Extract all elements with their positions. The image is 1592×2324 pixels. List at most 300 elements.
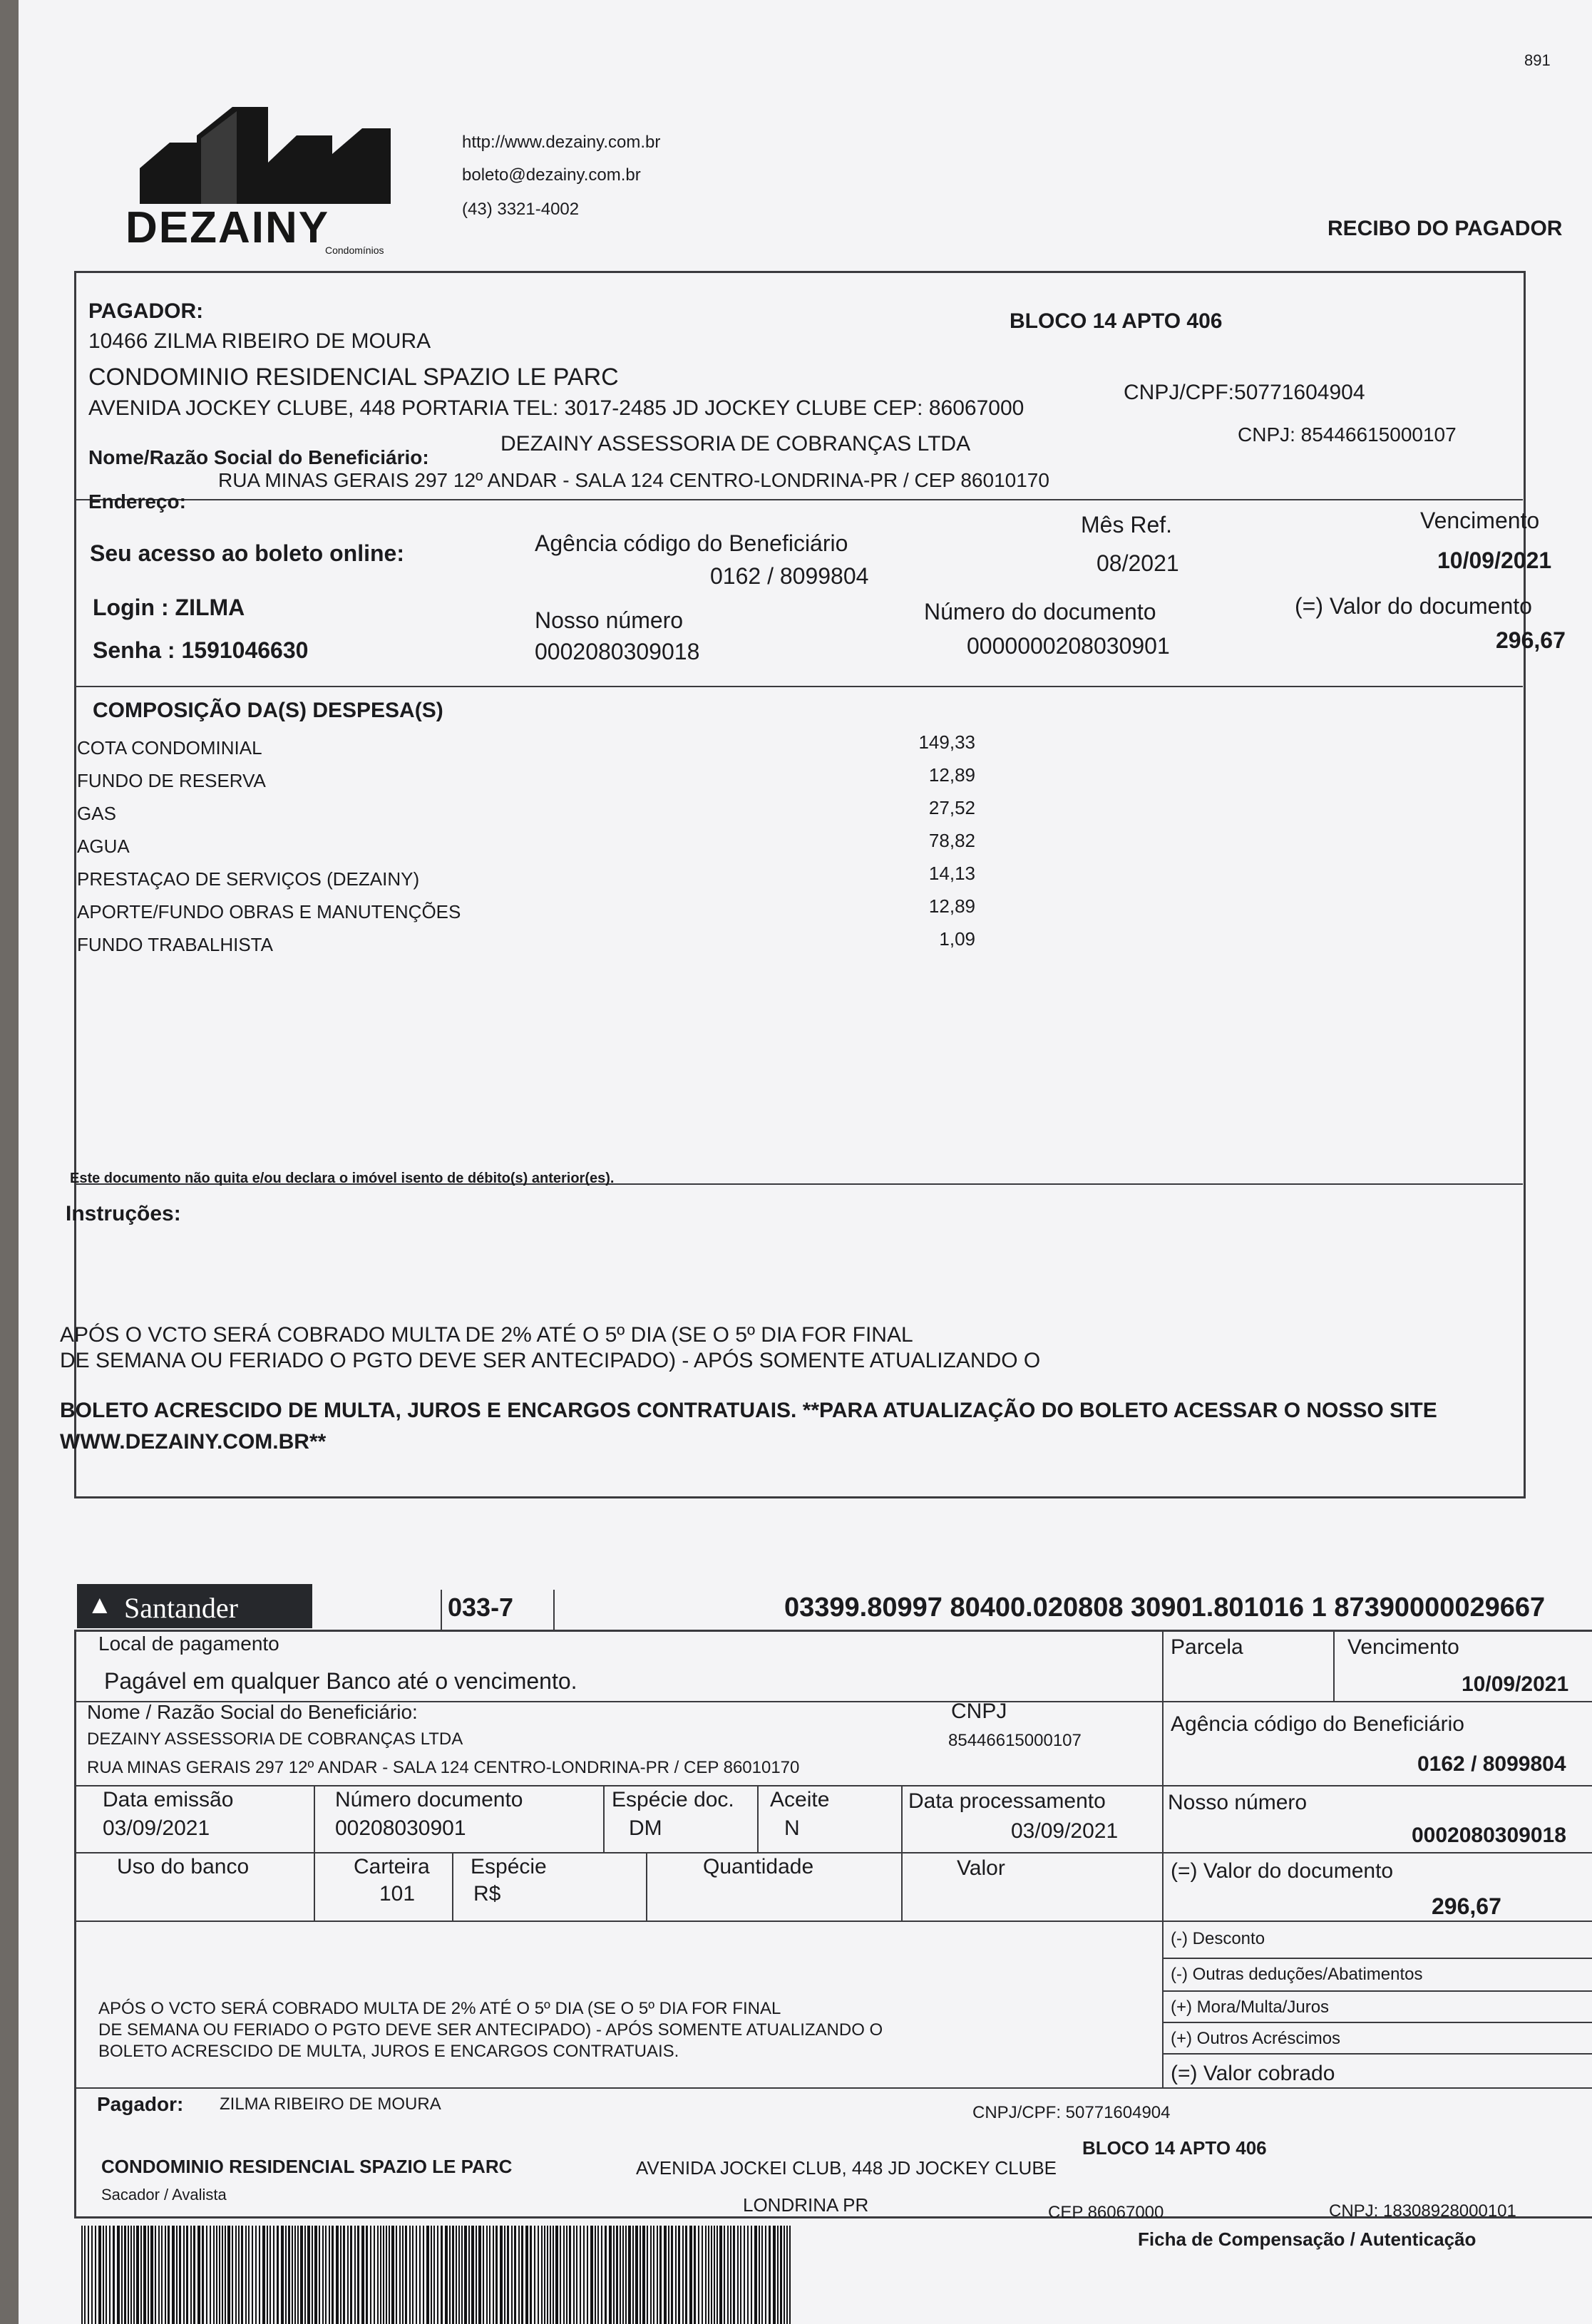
barcode-bar	[733, 2226, 735, 2324]
expense-row: FUNDO TRABALHISTA 1,09	[77, 928, 975, 955]
barcode-bar	[597, 2226, 599, 2324]
barcode-bar	[464, 2226, 467, 2324]
barcode-bar	[727, 2226, 729, 2324]
phone-text: (43) 3321-4002	[462, 200, 580, 219]
slip-cnpj-value: 85446615000107	[948, 1731, 1082, 1750]
barcode-bar	[601, 2226, 602, 2324]
online-access-label: Seu acesso ao boleto online:	[90, 540, 404, 566]
doc-type-value: DM	[629, 1816, 662, 1840]
barcode-bar	[642, 2226, 645, 2324]
barcode-bar	[222, 2226, 223, 2324]
barcode-bar	[248, 2226, 250, 2324]
agency-value: 0162 / 8099804	[710, 563, 869, 589]
expense-row: FUNDO DE RESERVA 12,89	[77, 764, 975, 791]
barcode-bar	[300, 2226, 303, 2324]
disclaimer-text: Este documento não quita e/ou declara o imóvel isento de débito(s) anterior(es).	[70, 1171, 615, 1186]
slip-doc-value: 296,67	[1432, 1893, 1501, 1919]
barcode-bar	[576, 2226, 577, 2324]
barcode-bar	[587, 2226, 588, 2324]
barcode-bar	[165, 2226, 166, 2324]
instructions-label: Instruções:	[66, 1202, 181, 1225]
barcode-bar	[340, 2226, 341, 2324]
slip-instruction-3: BOLETO ACRESCIDO DE MULTA, JUROS E ENCARGOS CONTRATUAIS.	[98, 2042, 679, 2061]
barcode-bar	[350, 2226, 352, 2324]
barcode-bar	[486, 2226, 488, 2324]
slip-our-number-value: 0002080309018	[1412, 1824, 1566, 1847]
barcode-bar	[759, 2226, 760, 2324]
barcode-bar	[161, 2226, 163, 2324]
slip-unit: BLOCO 14 APTO 406	[1082, 2137, 1267, 2159]
expense-row: COTA CONDOMINIAL 149,33	[77, 731, 975, 759]
barcode-bar	[213, 2226, 215, 2324]
barcode-bar	[183, 2226, 185, 2324]
barcode	[78, 2226, 798, 2324]
barcode-bar	[724, 2226, 725, 2324]
barcode-bar	[419, 2226, 421, 2324]
slip-payer-label: Pagador:	[97, 2093, 184, 2115]
barcode-bar	[668, 2226, 669, 2324]
barcode-bar	[449, 2226, 451, 2324]
barcode-bar	[396, 2226, 397, 2324]
barcode-bar	[441, 2226, 443, 2324]
barcode-bar	[423, 2226, 424, 2324]
slip-city: LONDRINA PR	[743, 2194, 869, 2216]
barcode-bar	[640, 2226, 641, 2324]
barcode-bar	[647, 2226, 648, 2324]
unit-label: BLOCO 14 APTO 406	[1010, 309, 1223, 333]
beneficiary-address: RUA MINAS GERAIS 297 12º ANDAR - SALA 124 CENTRO-LONDRINA-PR / CEP 86010170	[218, 469, 1049, 491]
barcode-bar	[471, 2226, 474, 2324]
barcode-bar	[622, 2226, 624, 2324]
barcode-bar	[632, 2226, 634, 2324]
barcode-bar	[730, 2226, 731, 2324]
barcode-bar	[84, 2226, 86, 2324]
barcode-bar	[88, 2226, 89, 2324]
barcode-bar	[172, 2226, 175, 2324]
barcode-bar	[232, 2226, 233, 2324]
slip-our-number-label: Nosso número	[1168, 1791, 1308, 1814]
barcode-bar	[262, 2226, 265, 2324]
barcode-bar	[130, 2226, 132, 2324]
website-link[interactable]: http://www.dezainy.com.br	[462, 133, 661, 152]
barcode-bar	[708, 2226, 709, 2324]
expense-row: APORTE/FUNDO OBRAS E MANUTENÇÕES 12,89	[77, 895, 975, 922]
barcode-bar	[777, 2226, 779, 2324]
barcode-bar	[386, 2226, 387, 2324]
barcode-bar	[312, 2226, 313, 2324]
barcode-bar	[409, 2226, 411, 2324]
barcode-bar	[476, 2226, 477, 2324]
barcode-bar	[769, 2226, 771, 2324]
additions-label: (+) Outros Acréscimos	[1171, 2029, 1341, 2048]
barcode-bar	[416, 2226, 417, 2324]
barcode-bar	[761, 2226, 763, 2324]
processing-date-label: Data processamento	[908, 1789, 1106, 1813]
barcode-bar	[705, 2226, 707, 2324]
barcode-bar	[786, 2226, 788, 2324]
barcode-bar	[754, 2226, 757, 2324]
barcode-bar	[391, 2226, 394, 2324]
instruction-line-2: DE SEMANA OU FERIADO O PGTO DEVE SER ANTECIPADO) - APÓS SOMENTE ATUALIZANDO O	[60, 1349, 1041, 1372]
acceptance-value: N	[784, 1816, 800, 1840]
barcode-bar	[538, 2226, 539, 2324]
barcode-bar	[613, 2226, 615, 2324]
quantity-label: Quantidade	[703, 1855, 814, 1878]
barcode-bar	[563, 2226, 565, 2324]
barcode-bar	[124, 2226, 126, 2324]
payment-place-value: Pagável em qualquer Banco até o vencimento.	[104, 1668, 577, 1694]
expenses-title: COMPOSIÇÃO DA(S) DESPESA(S)	[93, 699, 443, 722]
barcode-bar	[468, 2226, 470, 2324]
receipt-title: RECIBO DO PAGADOR	[1327, 217, 1563, 240]
slip-beneficiary-address: RUA MINAS GERAIS 297 12º ANDAR - SALA 124 CENTRO-LONDRINA-PR / CEP 86010170	[87, 1758, 800, 1777]
barcode-bar	[197, 2226, 200, 2324]
barcode-bar	[113, 2226, 115, 2324]
barcode-bar	[81, 2226, 83, 2324]
slip-agency-label: Agência código do Beneficiário	[1171, 1712, 1464, 1736]
payer-cpf: CNPJ/CPF:50771604904	[1124, 381, 1365, 404]
barcode-bar	[216, 2226, 217, 2324]
barcode-bar	[267, 2226, 268, 2324]
barcode-bar	[675, 2226, 677, 2324]
barcode-bar	[128, 2226, 129, 2324]
dezainy-logo	[111, 84, 446, 255]
instruction-line-1: APÓS O VCTO SERÁ COBRADO MULTA DE 2% ATÉ O 5º DIA (SE O 5º DIA FOR FINAL	[60, 1323, 913, 1347]
barcode-bar	[402, 2226, 404, 2324]
barcode-bar	[461, 2226, 463, 2324]
barcode-bar	[489, 2226, 491, 2324]
slip-doc-number-value: 00208030901	[335, 1816, 466, 1840]
barcode-bar	[747, 2226, 749, 2324]
doc-type-label: Espécie doc.	[612, 1788, 734, 1811]
slip-agency-value: 0162 / 8099804	[1417, 1752, 1566, 1776]
barcode-bar	[521, 2226, 523, 2324]
page-number: 891	[1524, 51, 1551, 69]
acceptance-label: Aceite	[770, 1788, 830, 1811]
barcode-bar	[210, 2226, 211, 2324]
barcode-bar	[560, 2226, 561, 2324]
barcode-bar	[176, 2226, 178, 2324]
flame-icon: ▲	[87, 1590, 113, 1619]
barcode-bar	[518, 2226, 520, 2324]
charged-value-label: (=) Valor cobrado	[1171, 2062, 1335, 2085]
barcode-bar	[511, 2226, 513, 2324]
barcode-bar	[569, 2226, 571, 2324]
barcode-bar	[380, 2226, 381, 2324]
barcode-bar	[202, 2226, 204, 2324]
barcode-bar	[361, 2226, 364, 2324]
password-text: Senha : 1591046630	[93, 637, 309, 663]
barcode-bar	[255, 2226, 257, 2324]
barcode-bar	[620, 2226, 621, 2324]
barcode-bar	[525, 2226, 528, 2324]
bank-name: Santander	[124, 1592, 238, 1624]
slip-beneficiary-label: Nome / Razão Social do Beneficiário:	[87, 1701, 418, 1723]
barcode-bar	[426, 2226, 429, 2324]
barcode-bar	[555, 2226, 558, 2324]
document-value-label: (=) Valor do documento	[1295, 593, 1532, 619]
agency-label: Agência código do Beneficiário	[535, 530, 848, 556]
barcode-bar	[534, 2226, 535, 2324]
payer-address: AVENIDA JOCKEY CLUBE, 448 PORTARIA TEL: 3017-2485 JD JOCKEY CLUBE CEP: 86067000	[88, 396, 1024, 420]
compensation-label: Ficha de Compensação / Autenticação	[1138, 2228, 1477, 2250]
login-text: Login : ZILMA	[93, 595, 245, 620]
barcode-bar	[659, 2226, 662, 2324]
barcode-bar	[106, 2226, 107, 2324]
barcode-bar	[370, 2226, 371, 2324]
barcode-bar	[277, 2226, 279, 2324]
barcode-bar	[190, 2226, 192, 2324]
slip-due-value: 10/09/2021	[1462, 1672, 1569, 1696]
month-ref-label: Mês Ref.	[1081, 512, 1173, 538]
barcode-bar	[329, 2226, 330, 2324]
barcode-bar	[580, 2226, 581, 2324]
barcode-bar	[689, 2226, 692, 2324]
barcode-bar	[431, 2226, 432, 2324]
issue-date-label: Data emissão	[103, 1788, 234, 1811]
barcode-bar	[325, 2226, 327, 2324]
barcode-bar	[541, 2226, 543, 2324]
slip-condo: CONDOMINIO RESIDENCIAL SPAZIO LE PARC	[101, 2156, 513, 2177]
barcode-bar	[133, 2226, 135, 2324]
barcode-bar	[322, 2226, 324, 2324]
barcode-bar	[95, 2226, 96, 2324]
barcode-bar	[714, 2226, 715, 2324]
expense-row: GAS 27,52	[77, 797, 975, 824]
barcode-bar	[573, 2226, 575, 2324]
slip-due-label: Vencimento	[1347, 1635, 1459, 1659]
beneficiary-cnpj: CNPJ: 85446615000107	[1238, 423, 1457, 446]
barcode-bar	[530, 2226, 532, 2324]
payer-code-name: 10466 ZILMA RIBEIRO DE MOURA	[88, 329, 431, 353]
barcode-bar	[366, 2226, 368, 2324]
barcode-bar	[136, 2226, 139, 2324]
barcode-bar	[273, 2226, 274, 2324]
barcode-bar	[780, 2226, 782, 2324]
slip-drawer-cnpj: CNPJ: 18308928000101	[1329, 2201, 1516, 2221]
slip-doc-value-label: (=) Valor do documento	[1171, 1859, 1394, 1883]
slip-instruction-1: APÓS O VCTO SERÁ COBRADO MULTA DE 2% ATÉ O 5º DIA (SE O 5º DIA FOR FINAL	[98, 1999, 781, 2018]
slip-doc-number-label: Número documento	[335, 1788, 523, 1811]
barcode-bar	[544, 2226, 545, 2324]
svg-text:Condomínios: Condomínios	[325, 245, 384, 255]
barcode-bar	[635, 2226, 638, 2324]
barcode-bar	[343, 2226, 345, 2324]
barcode-bar	[150, 2226, 153, 2324]
barcode-bar	[445, 2226, 448, 2324]
bank-logo	[77, 1584, 312, 1628]
barcode-bar	[377, 2226, 379, 2324]
barcode-bar	[507, 2226, 509, 2324]
barcode-bar	[595, 2226, 596, 2324]
barcode-bar	[179, 2226, 181, 2324]
slip-address: AVENIDA JOCKEI CLUB, 448 JD JOCKEY CLUBE	[636, 2157, 1057, 2179]
barcode-bar	[307, 2226, 310, 2324]
barcode-bar	[702, 2226, 703, 2324]
barcode-bar	[412, 2226, 414, 2324]
barcode-bar	[547, 2226, 548, 2324]
expense-list	[77, 731, 975, 961]
barcode-bar	[605, 2226, 607, 2324]
installment-label: Parcela	[1171, 1635, 1243, 1659]
barcode-bar	[168, 2226, 170, 2324]
barcode-bar	[103, 2226, 104, 2324]
barcode-bar	[241, 2226, 243, 2324]
boleto-document	[19, 0, 1592, 2324]
barcode-bar	[206, 2226, 207, 2324]
barcode-bar	[740, 2226, 741, 2324]
barcode-bar	[292, 2226, 293, 2324]
interest-label: (+) Mora/Multa/Juros	[1171, 1997, 1330, 2017]
barcode-bar	[452, 2226, 454, 2324]
barcode-bar	[140, 2226, 142, 2324]
barcode-bar	[682, 2226, 684, 2324]
barcode-bar	[374, 2226, 375, 2324]
barcode-bar	[550, 2226, 551, 2324]
barcode-bar	[694, 2226, 696, 2324]
barcode-bar	[784, 2226, 785, 2324]
barcode-bar	[186, 2226, 188, 2324]
barcode-bar	[332, 2226, 334, 2324]
expense-row: AGUA 78,82	[77, 830, 975, 857]
barcode-bar	[553, 2226, 554, 2324]
barcode-bar	[193, 2226, 195, 2324]
barcode-bar	[711, 2226, 712, 2324]
address-label: Endereço:	[88, 490, 186, 513]
barcode-bar	[433, 2226, 435, 2324]
document-number-label: Número do documento	[924, 599, 1156, 624]
document-number-value: 0000000208030901	[967, 633, 1170, 659]
barcode-bar	[259, 2226, 260, 2324]
payment-place-label: Local de pagamento	[98, 1633, 279, 1655]
barcode-bar	[628, 2226, 631, 2324]
digitable-line: 03399.80997 80400.020808 30901.801016 1 87390000029667	[784, 1593, 1546, 1623]
beneficiary-name-label: Nome/Razão Social do Beneficiário:	[88, 446, 429, 468]
discount-label: (-) Desconto	[1171, 1929, 1265, 1948]
barcode-bar	[98, 2226, 101, 2324]
month-ref-value: 08/2021	[1097, 550, 1179, 576]
barcode-bar	[653, 2226, 654, 2324]
barcode-bar	[650, 2226, 652, 2324]
drawer-label: Sacador / Avalista	[101, 2186, 227, 2204]
slip-beneficiary-name: DEZAINY ASSESSORIA DE COBRANÇAS LTDA	[87, 1729, 463, 1749]
barcode-bar	[744, 2226, 745, 2324]
barcode-bar	[117, 2226, 120, 2324]
barcode-bar	[91, 2226, 93, 2324]
barcode-bar	[399, 2226, 401, 2324]
currency-label: Espécie	[471, 1855, 547, 1878]
barcode-bar	[483, 2226, 484, 2324]
barcode-bar	[751, 2226, 752, 2324]
barcode-bar	[514, 2226, 516, 2324]
barcode-bar	[297, 2226, 299, 2324]
barcode-bar	[737, 2226, 739, 2324]
due-date-label: Vencimento	[1420, 508, 1540, 533]
wallet-label: Carteira	[354, 1855, 430, 1878]
barcode-bar	[765, 2226, 766, 2324]
barcode-bar	[336, 2226, 339, 2324]
barcode-bar	[583, 2226, 585, 2324]
beneficiary-name: DEZAINY ASSESSORIA DE COBRANÇAS LTDA	[500, 432, 971, 456]
barcode-bar	[304, 2226, 306, 2324]
barcode-bar	[281, 2226, 284, 2324]
barcode-bar	[225, 2226, 226, 2324]
deductions-label: (-) Outras deduções/Abatimentos	[1171, 1965, 1423, 1984]
barcode-bar	[609, 2226, 612, 2324]
barcode-bar	[357, 2226, 359, 2324]
barcode-bar	[789, 2226, 791, 2324]
barcode-bar	[566, 2226, 568, 2324]
barcode-bar	[685, 2226, 687, 2324]
document-value: 296,67	[1496, 627, 1566, 653]
wallet-value: 101	[379, 1882, 416, 1906]
barcode-bar	[495, 2226, 498, 2324]
issue-date-value: 03/09/2021	[103, 1816, 210, 1840]
barcode-bar	[405, 2226, 407, 2324]
barcode-bar	[504, 2226, 505, 2324]
barcode-bar	[235, 2226, 237, 2324]
bank-code: 033-7	[448, 1593, 514, 1622]
our-number-label: Nosso número	[535, 607, 684, 633]
barcode-bar	[719, 2226, 722, 2324]
barcode-bar	[458, 2226, 460, 2324]
payer-label: PAGADOR:	[88, 299, 204, 323]
barcode-bar	[288, 2226, 290, 2324]
barcode-bar	[245, 2226, 247, 2324]
barcode-bar	[347, 2226, 349, 2324]
barcode-bar	[437, 2226, 438, 2324]
barcode-bar	[500, 2226, 503, 2324]
barcode-bar	[678, 2226, 680, 2324]
instruction-line-4: WWW.DEZAINY.COM.BR**	[60, 1430, 327, 1454]
barcode-bar	[717, 2226, 718, 2324]
barcode-bar	[354, 2226, 356, 2324]
barcode-bar	[616, 2226, 618, 2324]
value-label: Valor	[957, 1856, 1005, 1880]
slip-payer-name: ZILMA RIBEIRO DE MOURA	[220, 2094, 441, 2114]
barcode-bar	[389, 2226, 390, 2324]
barcode-bar	[219, 2226, 220, 2324]
bank-use-label: Uso do banco	[117, 1855, 250, 1878]
svg-text:DEZAINY: DEZAINY	[125, 203, 330, 252]
slip-cnpj-label: CNPJ	[951, 1700, 1007, 1723]
barcode-bar	[319, 2226, 320, 2324]
barcode-bar	[671, 2226, 673, 2324]
barcode-bar	[625, 2226, 627, 2324]
barcode-bar	[155, 2226, 156, 2324]
barcode-bar	[227, 2226, 230, 2324]
due-date-value: 10/09/2021	[1437, 547, 1552, 573]
barcode-bar	[773, 2226, 776, 2324]
barcode-bar	[121, 2226, 123, 2324]
barcode-bar	[285, 2226, 287, 2324]
barcode-bar	[478, 2226, 481, 2324]
barcode-bar	[590, 2226, 593, 2324]
processing-date-value: 03/09/2021	[1011, 1819, 1119, 1843]
barcode-bar	[148, 2226, 149, 2324]
barcode-bar	[698, 2226, 699, 2324]
barcode-bar	[664, 2226, 667, 2324]
email-link[interactable]: boleto@dezainy.com.br	[462, 165, 641, 185]
barcode-bar	[456, 2226, 457, 2324]
barcode-bar	[109, 2226, 111, 2324]
condo-name: CONDOMINIO RESIDENCIAL SPAZIO LE PARC	[88, 364, 619, 391]
barcode-bar	[252, 2226, 253, 2324]
barcode-bar	[269, 2226, 271, 2324]
barcode-bar	[493, 2226, 494, 2324]
slip-cep: CEP 86067000	[1048, 2203, 1164, 2222]
our-number-value: 0002080309018	[535, 639, 700, 664]
